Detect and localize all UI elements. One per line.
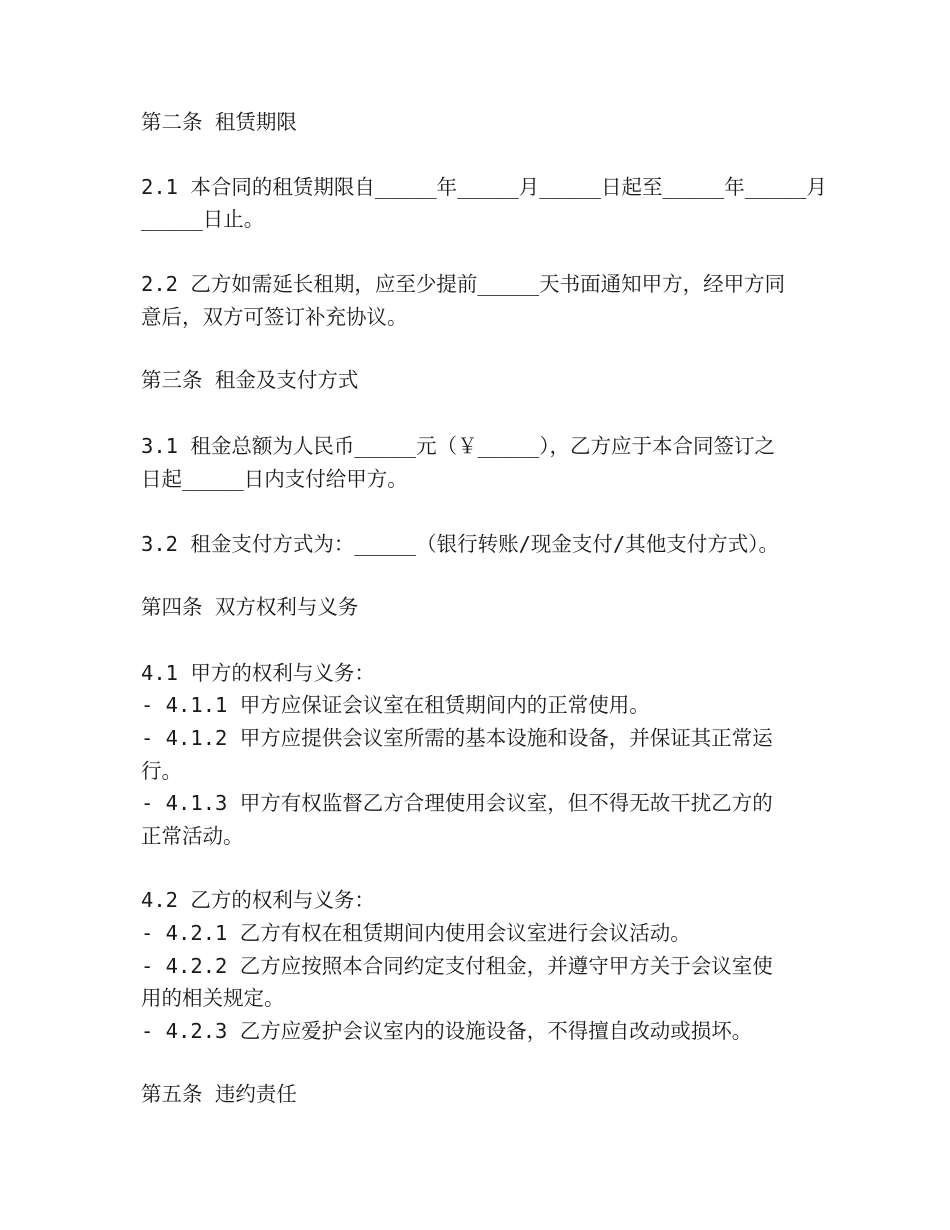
clause-4-1-3-line2: 正常活动。 (141, 824, 244, 848)
clause-3-2-line1: 3.2 租金支付方式为：_____（银行转账/现金支付/其他支付方式）。 (141, 532, 780, 556)
clause-4-2-2-line2: 用的相关规定。 (141, 986, 285, 1010)
clause-4-1-2-line1: - 4.1.2 甲方应提供会议室所需的基本设施和设备，并保证其正常运 (141, 726, 773, 750)
clause-3-1-line2: 日起_____日内支付给甲方。 (141, 467, 408, 491)
article4-heading: 第四条 双方权利与义务 (141, 595, 359, 619)
clause-4-1-title: 4.1 甲方的权利与义务： (141, 661, 375, 685)
clause-2-2-line2: 意后，双方可签订补充协议。 (141, 305, 408, 329)
clause-2-1-line1: 2.1 本合同的租赁期限自_____年_____月_____日起至_____年_____月 (141, 175, 827, 199)
clause-2-2-line1: 2.2 乙方如需延长租期，应至少提前_____天书面通知甲方，经甲方同 (141, 272, 786, 296)
clause-4-1-1: - 4.1.1 甲方应保证会议室在租赁期间内的正常使用。 (141, 693, 650, 717)
clause-3-1-line1: 3.1 租金总额为人民币_____元（￥_____），乙方应于本合同签订之 (141, 434, 776, 458)
clause-4-2-2-line1: - 4.2.2 乙方应按照本合同约定支付租金，并遵守甲方关于会议室使 (141, 954, 773, 978)
clause-4-2-3: - 4.2.3 乙方应爱护会议室内的设施设备，不得擅自改动或损坏。 (141, 1019, 753, 1043)
article5-heading: 第五条 违约责任 (141, 1082, 297, 1106)
clause-4-2-1: - 4.2.1 乙方有权在租赁期间内使用会议室进行会议活动。 (141, 921, 691, 945)
clause-4-1-2-line2: 行。 (141, 759, 182, 783)
article2-heading: 第二条 租赁期限 (141, 110, 297, 134)
clause-4-1-3-line1: - 4.1.3 甲方有权监督乙方合理使用会议室，但不得无故干扰乙方的 (141, 791, 773, 815)
article3-heading: 第三条 租金及支付方式 (141, 368, 359, 392)
clause-4-2-title: 4.2 乙方的权利与义务： (141, 888, 375, 912)
clause-2-1-line2: _____日止。 (141, 207, 265, 231)
